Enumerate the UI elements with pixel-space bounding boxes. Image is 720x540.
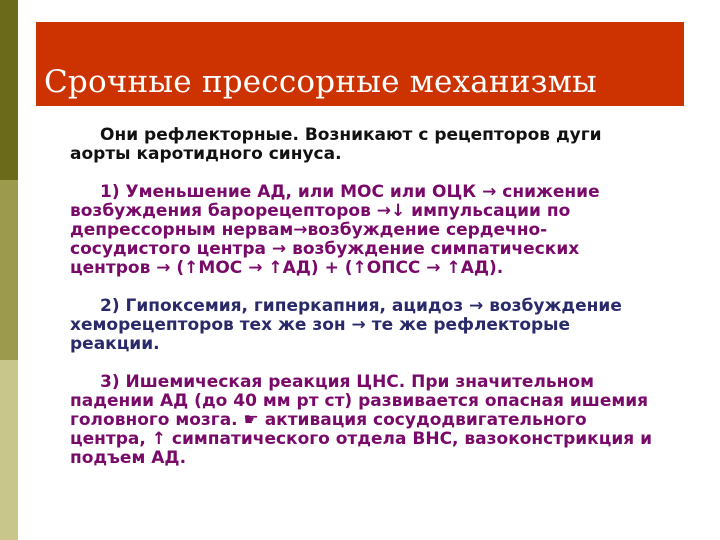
item-paragraph-1: 1) Уменьшение АД, или МОС или ОЦК → снижение возбуждения барорецепторов →↓ импульсации по депрессорным нервам→возбуждение сердечно-сосудистого центра → возбуждение симпатических центров → (↑МОС → ↑АД) + (↑ОПСС → ↑АД). xyxy=(70,182,600,278)
item-paragraph-3: 3) Ишемическая реакция ЦНС. При значительном падении АД (до 40 мм рт ст) развивается опасная ишемия головного мозга. ☛ активация сосудодвигательного центра, ↑ симпатического отдела ВНС, вазоконстрикция и подъем АД. xyxy=(70,372,652,468)
sidebar-strip-top xyxy=(0,0,18,180)
sidebar-strip-bottom xyxy=(0,360,18,540)
title-divider xyxy=(36,106,684,110)
intro-paragraph: Они рефлекторные. Возникают с рецепторов дуги аорты каротидного синуса. xyxy=(70,125,602,164)
slide-body xyxy=(70,126,660,487)
sidebar-strip-middle xyxy=(0,180,18,360)
item-paragraph-2: 2) Гипоксемия, гиперкапния, ацидоз → возбуждение хеморецепторов тех же зон → те же рефлекторые реакции. xyxy=(70,296,622,354)
slide-title: Срочные прессорные механизмы xyxy=(44,64,597,100)
